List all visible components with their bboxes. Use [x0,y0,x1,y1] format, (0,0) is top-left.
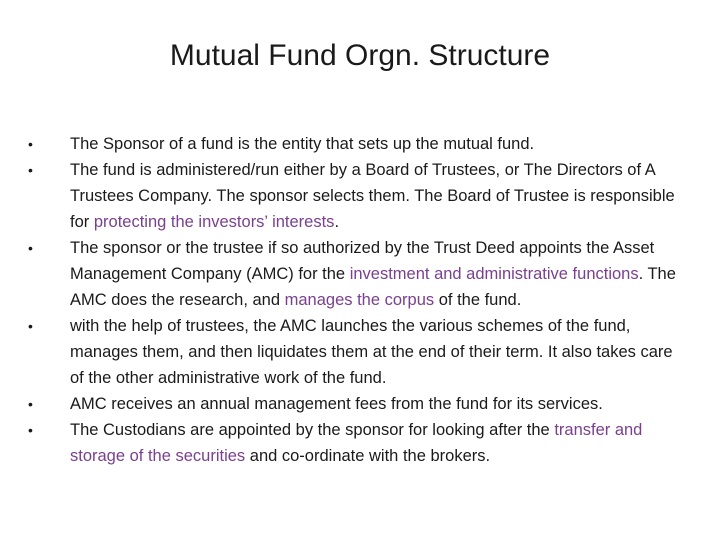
bullet-text: and co-ordinate with the brokers. [245,447,491,465]
bullet-text: The sponsor or the trustee if so authorized by the Trust Deed appoints the Asset Management Company (AMC) for the [70,239,655,283]
bullet-text: The Sponsor of a fund is the entity that sets up the mutual fund. [70,135,535,153]
highlighted-text: protecting the investors’ interests [93,213,335,231]
bullet-item [28,417,688,469]
bullet-marker: • [28,318,33,334]
bullet-text: of the fund. [434,291,522,309]
bullet-text: . [334,213,340,231]
bullet-list [28,131,688,469]
bullet-item [28,391,688,417]
bullet-text: . The AMC does the research, and [70,265,676,309]
bullet-item [28,235,688,313]
bullet-marker: • [28,240,33,256]
highlighted-text: manages the corpus [284,291,435,309]
bullet-marker: • [28,136,33,152]
bullet-marker: • [28,162,33,178]
slide-title: Mutual Fund Orgn. Structure [169,39,551,72]
bullet-item [28,131,688,157]
bullet-marker: • [28,396,33,412]
bullet-item [28,157,688,235]
highlighted-text: investment and administrative functions [349,265,639,283]
highlighted-text: transfer and storage of the securities [70,421,643,465]
bullet-text: AMC receives an annual management fees from the fund for its services. [70,395,603,413]
bullet-marker: • [28,422,33,438]
bullet-text: The Custodians are appointed by the sponsor for looking after the [70,421,555,439]
bullet-text: with the help of trustees, the AMC launches the various schemes of the fund, manages them, and then liquidates them at the end of their term. It also takes care of the other administrative work of the fund. [70,317,673,387]
bullet-item [28,313,688,391]
bullet-text: The fund is administered/run either by a Board of Trustees, or The Directors of A Trustees Company. The sponsor selects them. The Board of Trustee is responsible for [70,161,675,231]
